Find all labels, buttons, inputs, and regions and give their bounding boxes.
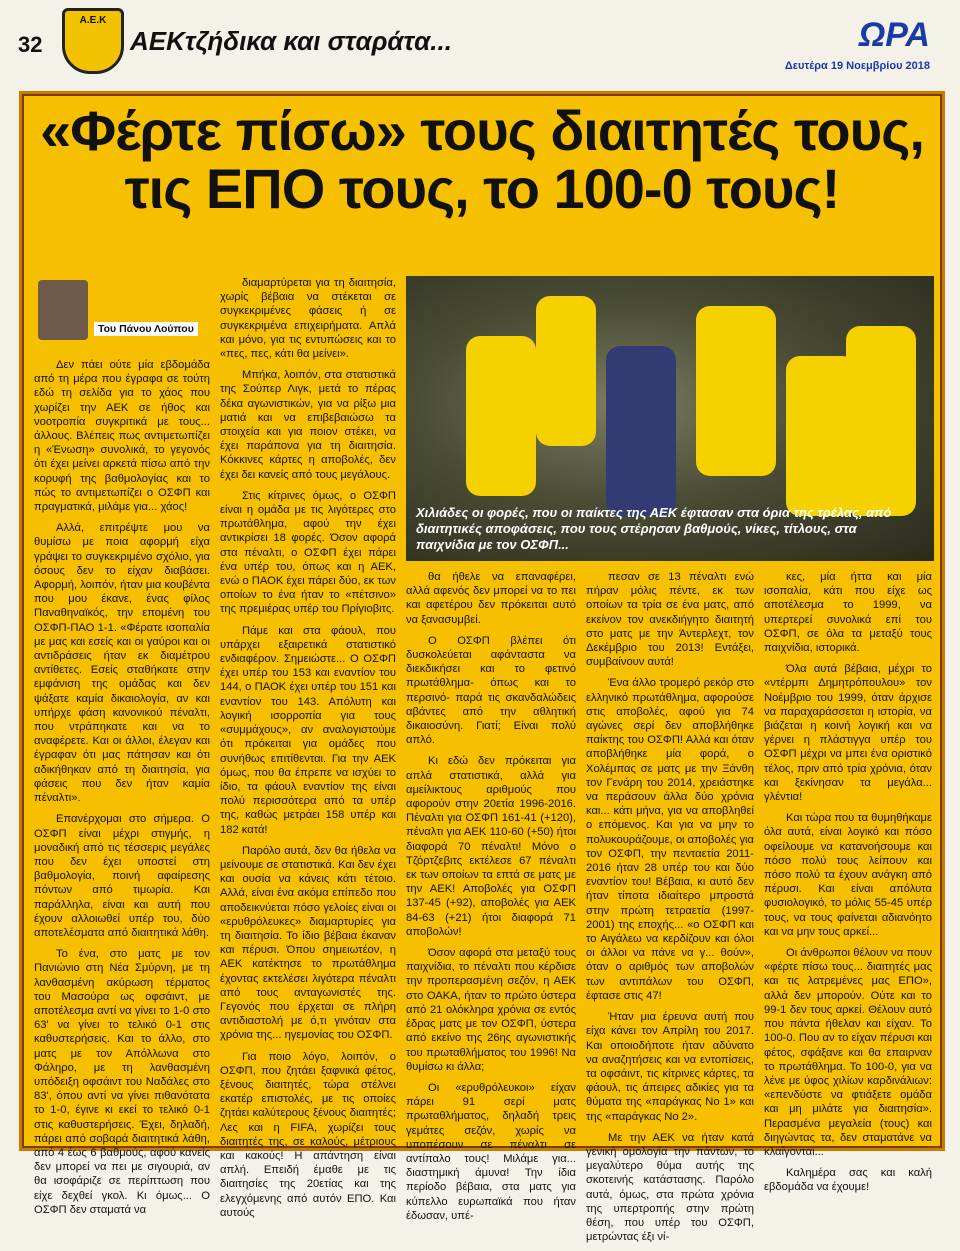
page-number: 32	[18, 32, 43, 57]
headline-line-2: τις ΕΠΟ τους, το 100-0 τους!	[124, 157, 840, 220]
author-box	[32, 274, 207, 344]
paragraph: κες, μία ήττα και μία ισοπαλία, κάτι που είχε ως αποτέλεσμα το 1999, να υπερτερεί συνολικά επί του ΟΣΦΠ, σε όλα τα μεταξύ τους παιχνίδια, ιστορικά.	[764, 571, 932, 655]
paragraph: Μπήκα, λοιπόν, στα στατιστικά της Σούπερ Λιγκ, μετά το πέρας δέκα αγωνιστικών, για να ρίξω μια ματιά και να επιβεβαιώσω τα στοιχεία και για ποιον στέκει, να έχει παράπονα για τη διαιτησία. Κόκκινες κάρτες η αποβολές, δεν έχει δει κανείς από τους μεγάλους.	[220, 369, 396, 481]
paragraph: θα ήθελε να επαναφέρει, αλλά αφενός δεν μπορεί να το πει και αφετέρου δεν πρόκειται αυτό να ξανασυμβεί.	[406, 571, 576, 626]
author-name: Του Πάνου Λούπου	[94, 322, 198, 336]
paragraph: Και τώρα που τα θυμηθήκαμε όλα αυτά, είναι λογικό και πόσο οφείλουμε να κατανοήσουμε και πόσο πολύ τους λείπουν και πόσο πολύ τα έχουν ανάγκη από πέρυσι. Και είναι απόλυτα φυσιολογικό, το μόλις 55-45 υπέρ τους, να τους φαίνεται αδιανόητο και να μην τους αρκεί...	[764, 812, 932, 938]
paragraph: Όσον αφορά στα μεταξύ τους παιχνίδια, το πέναλτι που κέρδισε την προπερασμένη σεζόν, η ΑΕΚ στο ΟΑΚΑ, ήταν το πρώτο ύστερα από 21 ολόκληρα χρόνια σε εντός έδρας ματς με τον ΟΣΦΠ, ύστερα από εκείνο της 26ης αγωνιστικής του πρωταθλήματος του 1996! Να θυμίσω κι άλλα;	[406, 947, 576, 1073]
author-photo	[38, 280, 88, 340]
player-figure	[696, 306, 776, 476]
paragraph: Όλα αυτά βέβαια, μέχρι το «ντέρμπι Δημητρόπουλου» τον Νοέμβριο του 1999, όταν άρχισε να παραχαράσσεται η ιστορία, να βιάζεται η κοινή λογική και να γέρνει η πλάστιγγα υπέρ του ΟΣΦΠ μέχρι να μπει ένα οριστικό τέλος, πριν από τρία χρόνια, όταν και ξεκίνησαν τα μεγάλα... γλέντια!	[764, 663, 932, 804]
paragraph: διαμαρτύρεται για τη διαιτησία, χωρίς βέβαια να στέκεται σε συγκεκριμένες φάσεις ή σε συγκεκριμένα επιχειρήματα. Απλά και μόνο, για τις εντυπώσεις και το «πες, πες, κάτι θα μείνει».	[220, 277, 396, 361]
player-figure	[536, 296, 596, 446]
article-column-3	[406, 570, 576, 1230]
paragraph: Επανέρχομαι στο σήμερα. Ο ΟΣΦΠ είναι μέχρι στιγμής, η μοναδική από τις τέσσερις μεγάλες που δεν έχει υποστεί στη βαθμολογία, ποινή αφαίρεσης πόντων από τιμωρία. Και παράλληλα, είναι και αυτή που έχουν αλλοιωθεί υπέρ του, δύο αποτελέσματα από διαιτητικά λάθη.	[34, 813, 210, 939]
headline-line-1: «Φέρτε πίσω» τους διαιτητές τους,	[40, 99, 924, 162]
paragraph: Ένα άλλο τρομερό ρεκόρ στο ελληνικό πρωτάθλημα, αφορούσε στις αποβολές, αφού για 74 αγώνες σερί δεν αποβλήθηκε παίκτης του ΟΣΦΠ! Αλλά και όταν αποβλήθηκε μία φορά, ο Χολέμπας σε ματς με την Ξάνθη τον Γενάρη του 2014, χρειάστηκε να περάσουν άλλα δύο χρόνια και... κάτι μήνα, για να αποβληθεί ο επόμενος. Και για να μην το πολυκουράζουμε, οι αποβολές για τον ΟΣΦΠ, την πενταετία 2011-2016 ήταν 28 υπέρ του και δύο εναντίον του! Βέβαια, κι αυτό δεν ήταν τίποτα ιδιαίτερο μπροστά στην πρώτη τετραετία (1997-2001) της εποχής... «ο ΟΣΦΠ και το Αιγάλεω να κερδίζουν και όλοι οι άλλοι να πάνε να γ... θούν», όταν ο αριθμός των αποβολών των αντιπάλων του ΟΣΦΠ, έφτασε στις 47!	[586, 677, 754, 1002]
paragraph: Παρόλο αυτά, δεν θα ήθελα να μείνουμε σε στατιστικά. Και δεν έχει και ουσία να κάνεις κάτι τέτοιο. Αλλά, είναι ένα ακόμα επίπεδο που αποδεικνύεται πόσο γελοίες είναι οι «ερυθρόλευκες» διαμαρτυρίες για τη διαιτησία. Το ίδιο βέβαια έκαναν και πέρυσι. Όπου σημειωτέον, η ΑΕΚ κατέκτησε το πρωτάθλημα έχοντας εκτελέσει λιγότερα πέναλτι από τους ανταγωνιστές της. Γεγονός που έρχεται σε πλήρη αντιδιαστολή με ό,τι γινόταν στα χρόνια της... ηγεμονίας του ΟΣΦΠ.	[220, 844, 396, 1042]
article-photo	[406, 276, 934, 561]
paragraph: Για ποιο λόγο, λοιπόν, ο ΟΣΦΠ, που ζητάει ξαφνικά φέτος, ξένους διαιτητές, τώρα στέλνει εκατέρ επιστολές, με τις οποίες ζητάει καλύτερους ξένους διαιτητές; Λες και η FIFA, χωρίζει τους διαιτητές της, σε καλούς, μέτριους και κακούς! Η απάντηση είναι απλή. Επειδή έμαθε με τις διαιτησίες της 20ετίας και της ελεγχόμενης από αυτόν ΕΠΟ. Και αυτούς	[220, 1050, 396, 1219]
referee-figure	[606, 346, 676, 516]
paragraph: πεσαν σε 13 πέναλτι ενώ πήραν μόλις πέντε, εκ των οποίων τα τρία σε ένα ματς, από εκείνον τον ανεκδιήγητο διαιτητή στο ματς με την Άντερλεχτ, τον Δεκέμβριο του 2013! Εντάξει, συμβαίνουν αυτά!	[586, 571, 754, 669]
paragraph: Στις κίτρινες όμως, ο ΟΣΦΠ είναι η ομάδα με τις λιγότερες στο πρωτάθλημα, αφού την έχει αντικρίσει 18 φορές. Όσον αφορά στα πέναλτι, ο ΟΣΦΠ έχει πάρει ένα υπέρ του, όπως και η ΑΕΚ, ενώ ο ΠΑΟΚ έχει πάρει δύο, εκ των οποίων το ένα ήταν το «πέτσινο» της πρεμιέρας υπέρ του Πρίγιοβιτς.	[220, 489, 396, 616]
paragraph: Δεν πάει ούτε μία εβδομάδα από τη μέρα που έγραφα σε τούτη εδώ τη σελίδα για το χάος που χωρίζει την ΑΕΚ σε ήθος και νοοτροπία συγκριτικά με τους... άλλους. Βλέπεις πως αντιμετωπίζει η «Ένωση» συνολικά, το γεγονός ότι έχει μείνει αρκετά πίσω από την κορυφή της βαθμολογίας και το πώς το αντιμετωπίζει ο ΟΣΦΠ και πραγματικά, μιλάμε για... χάος!	[34, 359, 210, 514]
paragraph: Κι εδώ δεν πρόκειται για απλά στατιστικά, αλλά για αμείλικτους αριθμούς που αφορούν στην 20ετία 1996-2016. Πέναλτι για ΟΣΦΠ 161-41 (+120), πέναλτι για ΑΕΚ 110-60 (+50) ήτοι διαφορά 70 πέναλτι! Μόνο ο Τζόρτζεβιτς εκτέλεσε 67 πέναλτι εκ των οποίων τα επτά σε ματς με την ΑΕΚ! Αποβολές για ΟΣΦΠ 137-45 (+92), αποβολές για ΑΕΚ 84-63 (+21) ήτοι διαφορά 71 αποβολών!	[406, 755, 576, 938]
paragraph: Οι άνθρωποι θέλουν να πουν «φέρτε πίσω τους... διαιτητές μας και τις λατρεμένες μας ΕΠΟ», αλλά δεν μπορούν. Ούτε και το 99-1 δεν τους αρκεί. Θέλουν αυτό που πάντα ήθελαν και είχαν. Το 100-0. Που αν το είχαν πέρυσι και φέτος, σφάξανε και θα επαιρναν το πρωτάθλημα. Το 100-0, για να λένε με ύφος χιλίων καρδινάλιων: «επενδύστε να φτιάξετε ομάδα και μη μιλάτε για διαιτησία». Περασμένα μεγαλεία (τους) και διηγώντας τα, δεν σταματάνε να κλαίγονται...	[764, 947, 932, 1158]
player-figure	[466, 336, 536, 496]
aek-logo-icon	[62, 8, 124, 74]
player-figure	[846, 326, 916, 516]
article-column-5	[764, 570, 932, 1202]
section-title: ΑΕΚτζήδικα και σταράτα...	[130, 26, 452, 56]
newspaper-brand: ΩΡΑ	[858, 16, 930, 54]
photo-caption: Χιλιάδες οι φορές, που οι παίκτες της ΑΕΚ έφτασαν στα όρια της τρέλας, από διαιτητικές αποφάσεις, που τους στέρησαν βαθμούς, νίκες, τίτλους, στα παιχνίδια με τον ΟΣΦΠ...	[416, 505, 892, 552]
article-column-1	[34, 358, 210, 1224]
issue-date: Δευτέρα 19 Νοεμβρίου 2018	[784, 60, 930, 72]
article-frame	[22, 94, 942, 1244]
logo-text: Α.Ε.Κ	[79, 15, 107, 26]
article-column-2	[220, 276, 396, 1227]
paragraph: Ο ΟΣΦΠ βλέπει ότι δυσκολεύεται αφάνταστα να διεκδικήσει και το φετινό πρωτάθλημα- όπως και το περσινό- παρά τις σκανδαλώδεις αβάντες από την αθλητική δικαιοσύνη. Γιατί; Είναι πολύ απλό.	[406, 634, 576, 747]
paragraph: Αλλά, επιτρέψτε μου να θυμίσω με ποια αφορμή είχα γράψει το συγκεκριμένο σχόλιο, για όσους δεν το είχαν διαβάσει. Αφορμή, λοιπόν, ήταν μια κουβέντα που μου έκανε, ένας φίλος Παναθηναϊκός, την επομένη του ΟΣΦΠ-ΠΑΟ 1-1. «Φέρατε ισοπαλία με μας και εσείς και οι γαύροι και οι αντιδράσεις ήταν εκ διαμέτρου αντίθετες. Εσείς σταθήκατε στην εμφάνιση της ομάδας και δεν ψάξατε καμία δικαιολογία, αν και υπήρχε φάση κανονικού πέναλτι, που ντράπηκατε και να το αναφέρετε. Και οι άλλοι, έλεγαν και έγραφαν ότι μας πάτησαν και ότι αδικήθηκαν από τη διαιτησία, για φάσεις που δεν ήταν καμία πέναλτι».	[34, 522, 210, 805]
article-headline	[24, 99, 940, 220]
paragraph: Πάμε και στα φάουλ, που υπάρχει εξαιρετικά στατιστικό ενδιαφέρον. Σημειώστε... Ο ΟΣΦΠ έχει υπέρ του 153 και εναντίον του 144, ο ΠΑΟΚ έχει υπέρ του 151 και εναντίον του 143. Απόλυτη και λογική ισορροπία για τους «συμμάχους», αν αναλογιστούμε ότι πρόκειται για ομάδες που συνήθως επιτίθενται. Για την ΑΕΚ όμως, που θα έπρεπε να ισχύει το ίδιο, τα φάουλ εναντίον της είναι πολύ περισσότερα από τα υπέρ της, καθώς μετράει 158 υπέρ και 182 κατά!	[220, 624, 396, 836]
paragraph: Οι «ερυθρόλευκοι» είχαν πάρει 91 σερί ματς πρωταθλήματος, δηλαδή τρεις γεμάτες σεζόν, χωρίς να υποπέσουν σε πέναλτι σε αντίπαλο τους! Μιλάμε για... διαστημική άμυνα! Την ίδια περίοδο βέβαια, στα ματς για κύπελλο ευρωπαϊκά που ήταν έδωσαν, υπέ-	[406, 1081, 576, 1222]
paragraph: Ήταν μια έρευνα αυτή που είχα κάνει τον Απρίλη του 2017. Και οποιοδήποτε ήταν αδύνατο να αναζητήσεις και να εντοπίσεις, τα οφσάιντ, τις κίτρινες κάρτες, τα φάουλ, τις άπειρες αδικίες για τα θύματα της «παράγκας Νο 1» και της «παράγκας Νο 2».	[586, 1011, 754, 1123]
paragraph: Το ένα, στο ματς με τον Πανιώνιο στη Νέα Σμύρνη, με τη λανθασμένη ακύρωση τέρματος του Μασούρα ως οφσάιντ, με αποτέλεσμα αντί να γίνει το 1-0 στο 63' να γίνει το τελικό 0-1 στις καθυστερήσεις. Και το άλλο, στο ματς με τον Απόλλωνα στο Φάληρο, με τη λανθασμένη υπόδειξη οφσάιντ του Ναδάλες στο 83', όπου αντί να γίνει πιθανότατα το 1-0, έγινε κι εκεί το τελικό 0-1 στις καθυστερήσεις. Έχει, δηλαδή, πάρει από σοβαρά διαιτητικά λάθη, από 4 έως 6 βαθμούς, αφού κανείς δεν μπορεί να πει με σιγουριά, αν θα ισοφάριζε σε περίπτωση που είχε δεχθεί γκολ. Κι όμως... Ο ΟΣΦΠ δεν σταματά να	[34, 948, 210, 1216]
page-header	[0, 0, 960, 80]
paragraph: Καλημέρα σας και καλή εβδομάδα να έχουμε!	[764, 1167, 932, 1194]
article-column-4	[586, 570, 754, 1251]
paragraph: Με την ΑΕΚ να ήταν κατά γενική ομολογία την πάντων, το μεγαλύτερο θύμα αυτής της σκοτεινής κατάστασης. Παρόλο αυτά, όμως, στα πρώτα χρόνια της υπερτροπής στην πρώτη θέση, που υπέρ του ΟΣΦΠ, μετρώντας έξι νί-	[586, 1131, 754, 1244]
